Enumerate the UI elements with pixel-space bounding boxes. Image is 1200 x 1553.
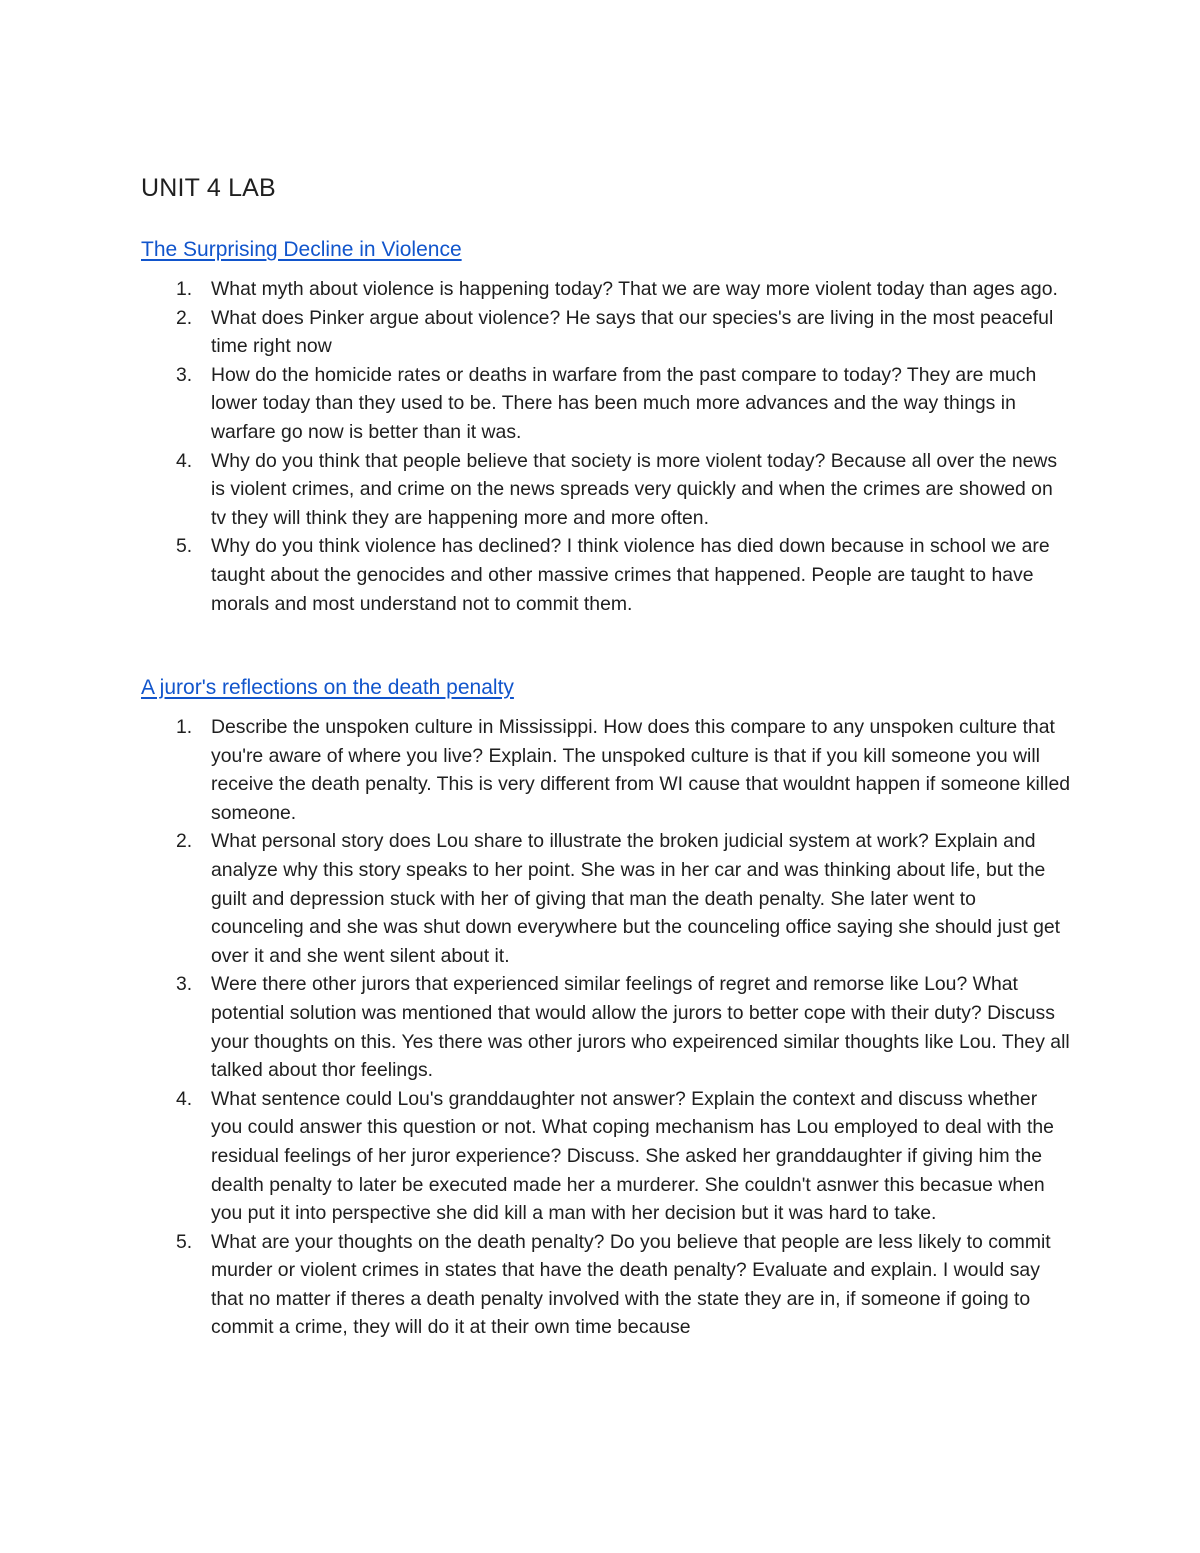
- list-item: [141, 275, 1071, 304]
- list-number: 4.: [176, 1087, 193, 1110]
- list-item: [141, 1228, 1071, 1342]
- list-item: [141, 827, 1071, 970]
- list-number: 4.: [176, 449, 193, 472]
- list-item-text: What does Pinker argue about violence? He says that our species's are living in the most peaceful time right now: [211, 306, 1054, 358]
- list-number: 1.: [176, 278, 193, 300]
- list-item: [141, 304, 1071, 361]
- list-item-text: Why do you think violence has declined? I think violence has died down because in school we are taught about the genocides and other massive crimes that happened. People are taught to have morals and most understand not to commit them.: [211, 535, 1050, 615]
- list-item: [141, 361, 1071, 447]
- list-item-text: What sentence could Lou's granddaughter not answer? Explain the context and discuss whether you could answer this question or not. What coping mechanism has Lou employed to deal with the residual feelings of her juror experience? Discuss. She asked her granddaughter if giving him the dealth penalty to later be executed made her a murderer. She couldn't asnwer this becasue when you put it into perspective she did kill a man with her decision but it was hard to take.: [211, 1087, 1054, 1225]
- question-list: [141, 713, 1071, 1342]
- list-item-text: Describe the unspoken culture in Mississippi. How does this compare to any unspoken culture that you're aware of where you live? Explain. The unspoked culture is that if you kill someone you will receive the death penalty. This is very different from WI cause that wouldnt happen if someone killed someone.: [211, 716, 1071, 824]
- section-juror-reflections: [141, 672, 1071, 1342]
- list-item-text: What myth about violence is happening today? That we are way more violent today than ages ago.: [211, 278, 1058, 300]
- list-item: [141, 970, 1071, 1084]
- list-number: 5.: [176, 535, 193, 558]
- list-item: [141, 447, 1071, 533]
- list-item-text: What are your thoughts on the death penalty? Do you believe that people are less likely to commit murder or violent crimes in states that have the death penalty? Evaluate and explain. I would say that no matter if theres a death penalty involved with the state they are in, if someone if going to commit a crime, they will do it at their own time because: [211, 1230, 1051, 1339]
- list-item-text: What personal story does Lou share to illustrate the broken judicial system at work? Explain and analyze why this story speaks to her point. She was in her car and was thinking about life, but the guilt and depression stuck with her of giving that man the death penalty. She later went to counceling and she was shut down everywhere but the counceling office saying she should just get over it and she went silent about it.: [211, 830, 1061, 967]
- list-number: 5.: [176, 1230, 193, 1253]
- list-number: 2.: [176, 306, 193, 329]
- list-number: 1.: [176, 716, 193, 738]
- question-list: [141, 275, 1071, 618]
- list-item-text: Were there other jurors that experienced similar feelings of regret and remorse like Lou? What potential solution was mentioned that would allow the jurors to better cope with their duty? Discuss your thoughts on this. Yes there was other jurors who expeirenced similar thoughts like Lou. They all talked about thor feelings.: [211, 973, 1070, 1082]
- section-heading-link[interactable]: A juror's reflections on the death penalty: [141, 676, 514, 699]
- list-number: 3.: [176, 973, 193, 996]
- list-item-text: Why do you think that people believe that society is more violent today? Because all over the news is violent crimes, and crime on the news spreads very quickly and when the crimes are showed on tv they will think they are happening more and more often.: [211, 449, 1058, 529]
- list-number: 3.: [176, 363, 193, 386]
- list-item: [141, 532, 1071, 618]
- document-title: UNIT 4 LAB: [141, 174, 276, 202]
- section-surprising-decline: [141, 234, 1071, 618]
- list-item: [141, 713, 1071, 827]
- list-item-text: How do the homicide rates or deaths in warfare from the past compare to today? They are much lower today than they used to be. There has been much more advances and the way things in warfare go now is better than it was.: [211, 363, 1037, 443]
- list-item: [141, 1085, 1071, 1228]
- list-number: 2.: [176, 830, 193, 853]
- section-heading-link[interactable]: The Surprising Decline in Violence: [141, 238, 462, 261]
